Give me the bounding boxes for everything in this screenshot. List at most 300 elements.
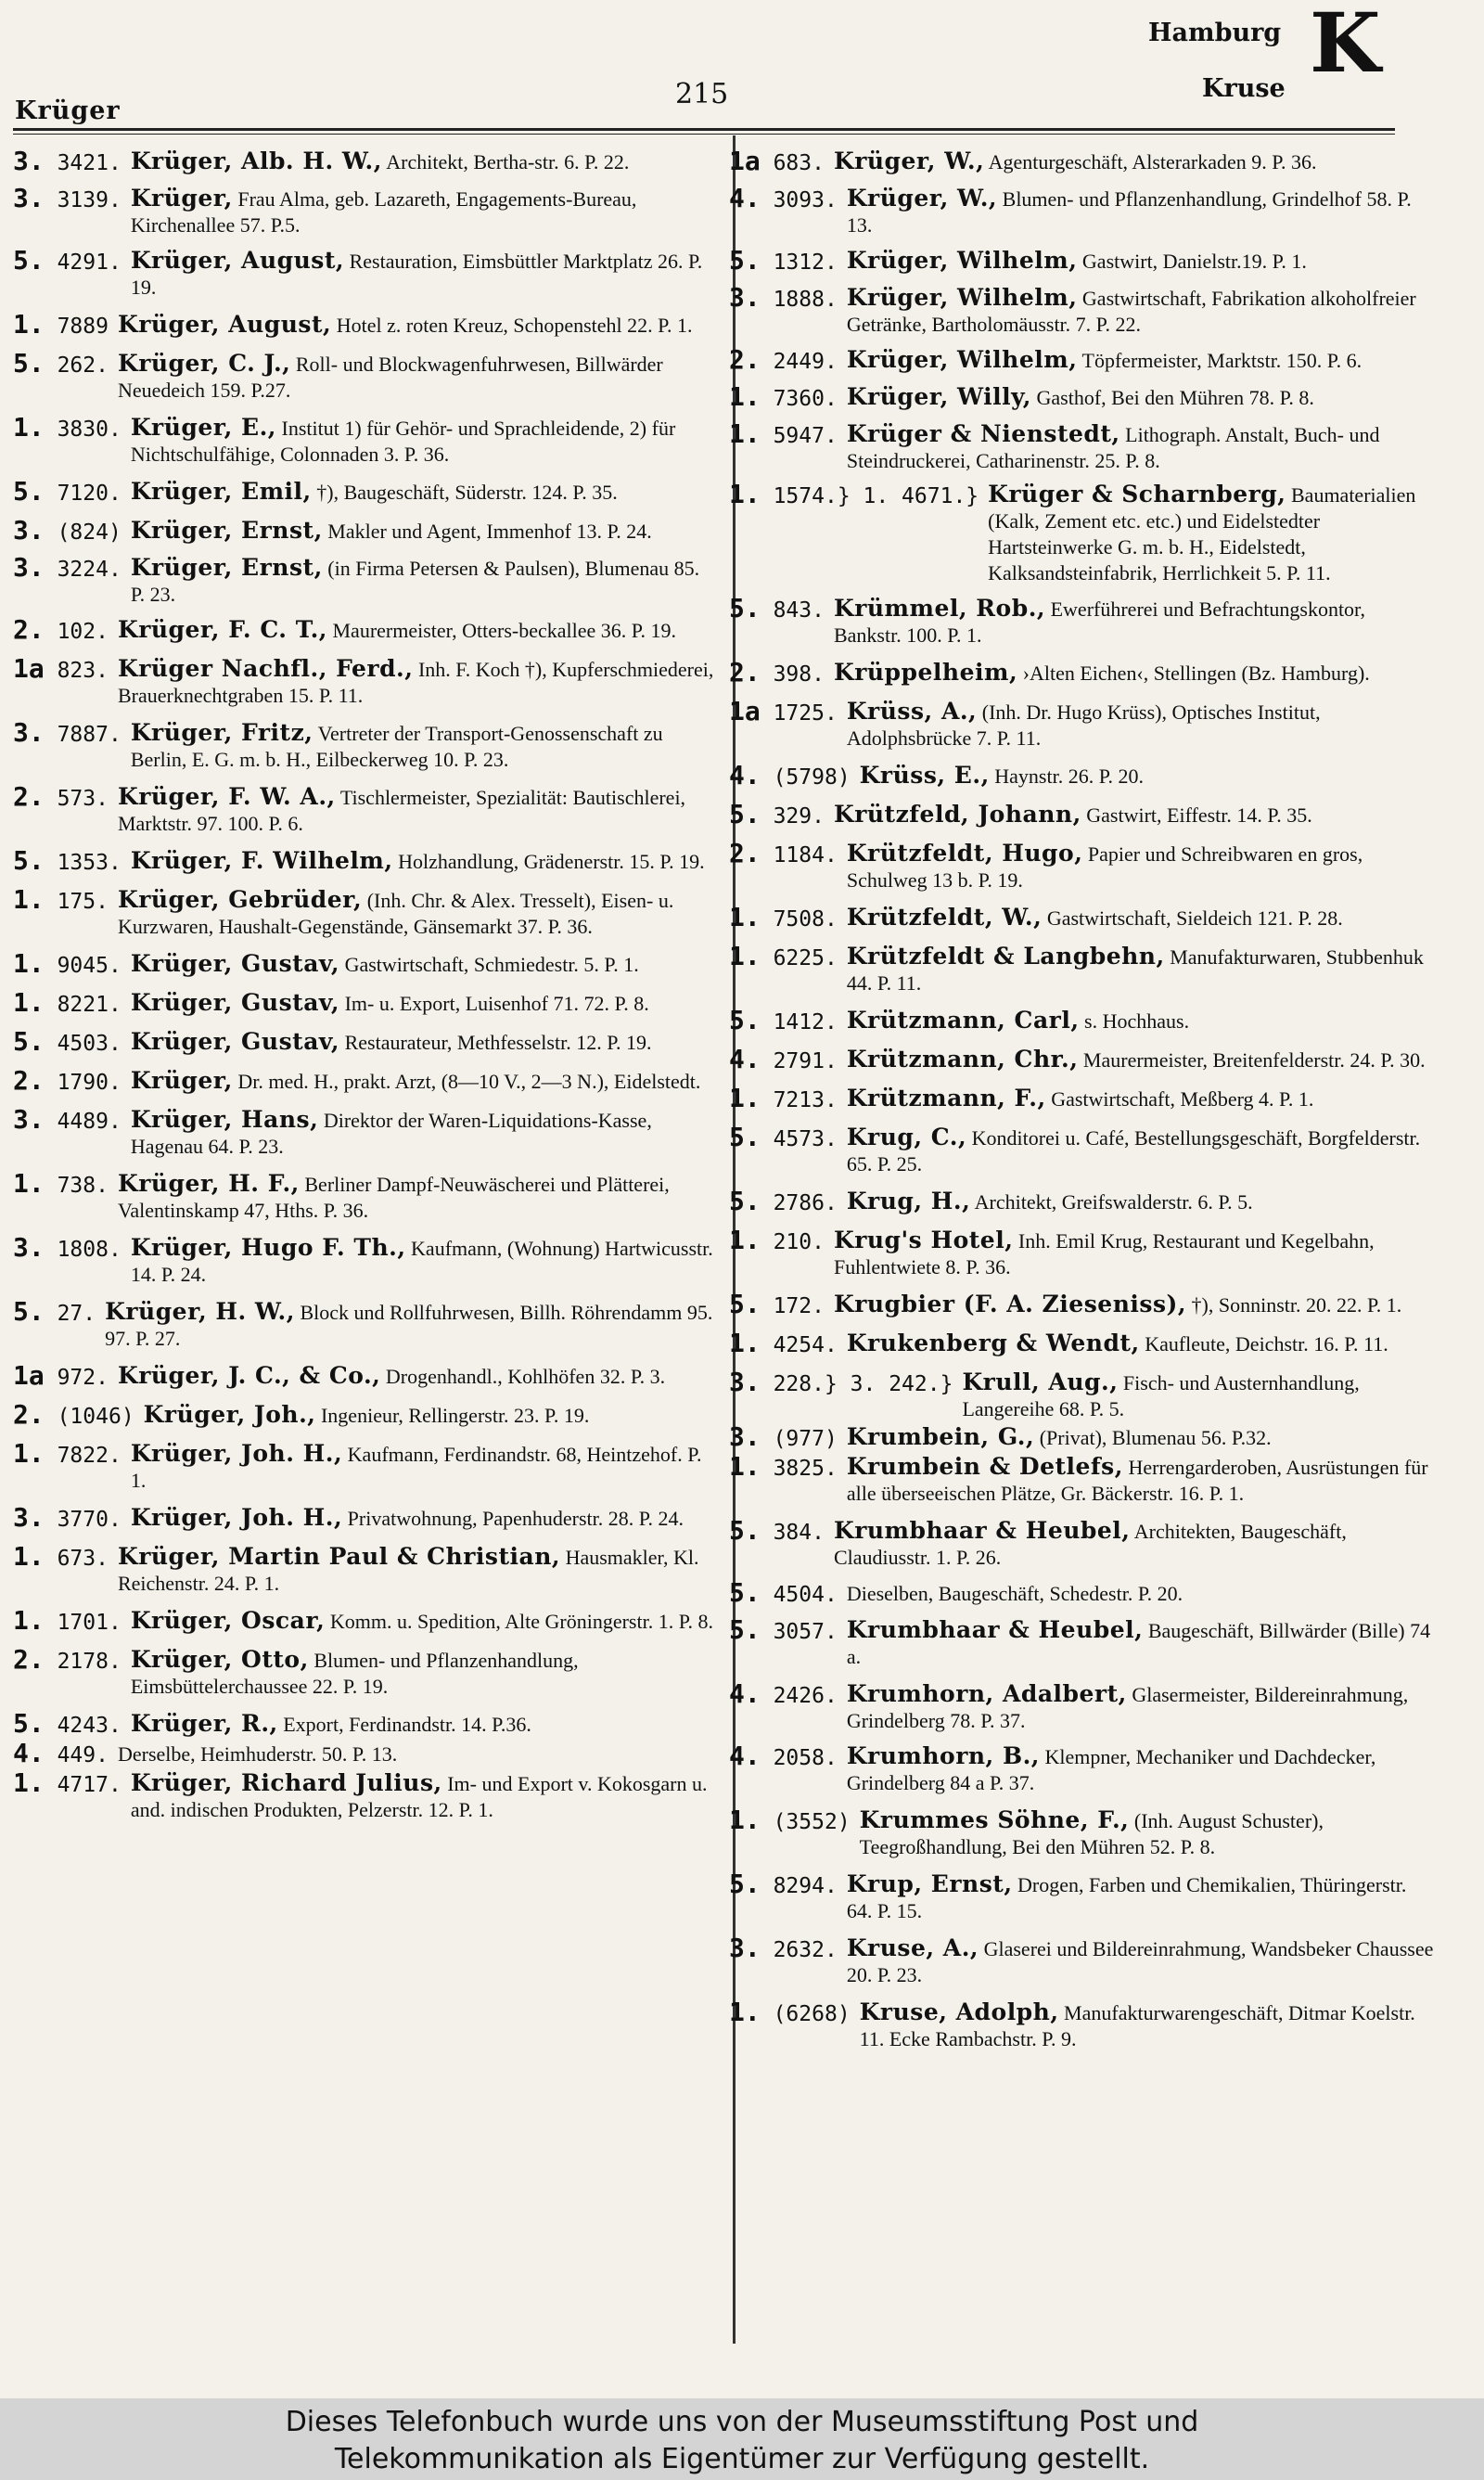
directory-entry [13, 1104, 718, 1160]
subscriber-details: Dieselben, Baugeschäft, Schedestr. P. 20. [846, 1582, 1183, 1605]
phone-number [13, 1399, 134, 1430]
line-number: 4291. [57, 251, 122, 275]
line-number: 673. [57, 1547, 109, 1571]
entry-text [825, 1227, 1434, 1280]
entry-text [109, 351, 718, 404]
entry-text [838, 186, 1434, 238]
entry-text [122, 1711, 718, 1738]
directory-entry [13, 1605, 718, 1636]
subscriber-details: Restaurateur, Methfesselstr. 12. P. 19. [339, 1031, 652, 1054]
directory-entry [729, 148, 1434, 176]
header-rule-thin [13, 134, 1395, 135]
phone-number [729, 1743, 838, 1771]
footer-line-2: Telekommunikation als Eigentümer zur Verfügung gestellt. [334, 2443, 1150, 2475]
exchange-code: 1. [729, 1997, 761, 2027]
phone-number [729, 1577, 838, 1608]
entry-text [838, 285, 1434, 338]
line-number: 210. [773, 1230, 825, 1254]
phone-number [729, 902, 838, 932]
line-number: 972. [57, 1366, 109, 1390]
exchange-code: 4. [13, 1738, 45, 1768]
exchange-code: 1. [13, 987, 45, 1018]
entry-text [122, 848, 718, 875]
exchange-code: 2. [13, 1644, 45, 1675]
directory-entry [729, 941, 1434, 996]
exchange-code: 2. [13, 1399, 45, 1430]
line-number: 27. [57, 1302, 96, 1326]
entry-text [109, 656, 718, 709]
directory-entry [13, 781, 718, 837]
entry-text [109, 1741, 718, 1767]
line-number: 398. [773, 662, 825, 687]
phone-number [729, 696, 838, 726]
line-number: 262. [57, 353, 109, 378]
phone-number [729, 148, 825, 176]
entry-text [838, 1617, 1434, 1670]
directory-entry [13, 1065, 718, 1096]
entry-text [122, 720, 718, 773]
entry-text [838, 1047, 1434, 1073]
entry-text [825, 660, 1434, 687]
phone-number [729, 1935, 838, 1963]
directory-entry [13, 476, 718, 507]
subscriber-name: Krüger, Wilhelm, [846, 346, 1078, 373]
subscriber-details: s. Hochhaus. [1079, 1009, 1190, 1033]
subscriber-name: Krüger, Richard Julius, [130, 1769, 442, 1796]
directory-entry [729, 1330, 1434, 1358]
exchange-code: 1. [13, 309, 45, 340]
entry-text [979, 482, 1434, 586]
directory-entry [729, 593, 1434, 649]
directory-entry [13, 987, 718, 1018]
line-number: 1725. [773, 701, 838, 726]
entry-text [838, 421, 1434, 474]
entry-text [825, 596, 1434, 649]
subscriber-name: Krüger, August, [117, 311, 332, 338]
subscriber-name: Krüger, Gustav, [130, 1028, 340, 1055]
exchange-code: 2. [13, 781, 45, 812]
subscriber-details: Klempner, Mechaniker und Dachdecker, Grindelberg 84 a P. 37. [846, 1745, 1376, 1794]
exchange-code: 3. [13, 717, 45, 748]
directory-entry [13, 717, 718, 773]
entry-text [122, 555, 718, 608]
subscriber-details: Tischlermeister, Spezialität: Bautischlerei, Marktstr. 97. 100. P. 6. [117, 786, 686, 835]
directory-entry [729, 1005, 1434, 1035]
entry-text [109, 1363, 718, 1390]
exchange-code: 2. [13, 614, 45, 645]
line-number: 3825. [773, 1457, 838, 1481]
exchange-code: 3. [13, 515, 45, 546]
phone-number [13, 1767, 122, 1798]
directory-entry [13, 1168, 718, 1224]
line-number: 1412. [773, 1010, 838, 1034]
subscriber-name: Krüger, F. C. T., [117, 616, 327, 643]
line-number: (977) [773, 1427, 838, 1451]
subscriber-details: Maurermeister, Otters-beckallee 36. P. 19. [327, 619, 677, 642]
entry-text [825, 1518, 1434, 1571]
exchange-code: 2. [729, 344, 761, 375]
right-column [729, 148, 1434, 2052]
subscriber-name: Krüger, Wilhelm, [846, 247, 1078, 274]
line-number: 3224. [57, 558, 122, 582]
page-number: 215 [675, 78, 729, 110]
subscriber-name: Krüger, F. W. A., [117, 783, 336, 810]
subscriber-name: Krüger, Joh., [143, 1401, 316, 1428]
subscriber-details: (Inh. Dr. Hugo Krüss), Optisches Institut, Adolphsbrücke 7. P. 11. [846, 700, 1321, 750]
exchange-code: 1a [13, 1360, 45, 1391]
exchange-code: 5. [13, 1708, 45, 1739]
phone-number [13, 614, 109, 645]
line-number: 2058. [773, 1746, 838, 1770]
phone-number [729, 657, 825, 687]
phone-number [13, 845, 122, 876]
line-number: 1353. [57, 851, 122, 875]
exchange-code: 1a [13, 653, 45, 684]
exchange-code: 4. [729, 1678, 761, 1709]
phone-number [729, 1678, 838, 1709]
subscriber-name: Krug, C., [846, 1124, 967, 1150]
subscriber-name: Krup, Ernst, [846, 1870, 1013, 1897]
subscriber-name: Krümmel, Rob., [833, 595, 1046, 622]
exchange-code: 3. [729, 1367, 761, 1397]
city-heading: Hamburg [1148, 19, 1282, 47]
phone-number [729, 1999, 851, 2027]
line-number: 4489. [57, 1110, 122, 1134]
entry-text [838, 1189, 1434, 1215]
phone-number [13, 884, 109, 915]
phone-number [13, 1168, 109, 1199]
phone-number [729, 183, 838, 213]
line-number: 7887. [57, 723, 122, 747]
phone-number [13, 183, 122, 213]
entry-text [122, 1608, 718, 1635]
left-running-head: Krüger [15, 96, 121, 125]
subscriber-name: Krüger, Willy, [846, 383, 1032, 410]
directory-entry [729, 696, 1434, 752]
entry-text [122, 1235, 718, 1288]
phone-number [13, 1296, 96, 1327]
subscriber-details: Architekt, Bertha-str. 6. P. 22. [381, 150, 630, 173]
line-number: 3139. [57, 188, 122, 212]
exchange-code: 5. [13, 1296, 45, 1327]
exchange-code: 2. [13, 1065, 45, 1096]
line-number: 843. [773, 598, 825, 623]
exchange-code: 4. [729, 183, 761, 213]
subscriber-details: (Inh. Chr. & Alex. Tresselt), Eisen- u. Kurzwaren, Haushalt-Gegenstände, Gänsemarkt 37. P. 36. [117, 889, 674, 938]
subscriber-details: Maurermeister, Breitenfelderstr. 24. P. 30. [1078, 1048, 1426, 1072]
subscriber-name: Krüger, Gebrüder, [117, 886, 363, 913]
line-number: 7213. [773, 1088, 838, 1112]
line-number: 2632. [773, 1938, 838, 1962]
subscriber-details: Gastwirt, Danielstr.19. P. 1. [1077, 250, 1307, 273]
exchange-code: 2. [729, 838, 761, 868]
exchange-code: 1. [729, 902, 761, 932]
phone-number [729, 1005, 838, 1035]
subscriber-details: Agenturgeschäft, Alsterarkaden 9. P. 36. [984, 150, 1317, 173]
subscriber-name: Krüger, F. Wilhelm, [130, 847, 393, 874]
subscriber-name: Krumbein, G., [846, 1423, 1035, 1450]
exchange-code: 5. [729, 593, 761, 623]
subscriber-details: Gastwirtschaft, Sieldeich 121. P. 28. [1042, 906, 1343, 930]
line-number: 102. [57, 620, 109, 644]
subscriber-details: Papier und Schreibwaren en gros, Schulweg 13 b. P. 19. [846, 842, 1363, 892]
entry-text [109, 887, 718, 940]
subscriber-details: Blumen- und Pflanzenhandlung, Eimsbüttelerchaussee 22. P. 19. [130, 1649, 579, 1698]
directory-entry [729, 381, 1434, 412]
subscriber-details: Manufakturwaren, Stubbenhuk 44. P. 11. [846, 945, 1424, 995]
subscriber-details: Herrengarderoben, Ausrüstungen für alle überseeischen Plätze, Gr. Bäckerstr. 16. P. 1. [846, 1456, 1428, 1505]
line-number: 1790. [57, 1071, 122, 1095]
subscriber-details: Institut 1) für Gehör- und Sprachleidende, 2) für Nichtschulfähige, Colonnaden 3. P. 36. [130, 417, 676, 466]
exchange-code: 4. [729, 1741, 761, 1771]
entry-text [838, 905, 1434, 932]
phone-number [729, 418, 838, 449]
directory-entry [729, 1227, 1434, 1280]
subscriber-name: Krützmann, F., [846, 1085, 1046, 1112]
phone-number [13, 1502, 122, 1533]
phone-number [729, 1614, 838, 1645]
subscriber-details: Gastwirtschaft, Schmiedestr. 5. P. 1. [339, 953, 639, 976]
entry-text [838, 841, 1434, 893]
directory-entry [13, 1738, 718, 1768]
entry-text [122, 990, 718, 1017]
phone-number [13, 1065, 122, 1096]
directory-entry [729, 344, 1434, 375]
subscriber-details: Kaufmann, (Wohnung) Hartwicusstr. 14. P. 24. [130, 1237, 713, 1286]
entry-text [851, 1999, 1434, 2052]
directory-entry [729, 1678, 1434, 1734]
directory-entry [13, 1767, 718, 1823]
subscriber-name: Krüger, [130, 1067, 233, 1094]
line-number: 2178. [57, 1650, 122, 1674]
subscriber-details: Drogen, Farben und Chemikalien, Thüringerstr. 64. P. 15. [846, 1873, 1407, 1922]
phone-number [729, 1124, 838, 1152]
subscriber-name: Krumbhaar & Heubel, [833, 1517, 1131, 1544]
exchange-code: 5. [729, 1614, 761, 1645]
phone-number [13, 1738, 109, 1768]
subscriber-details: Im- und Export v. Kokosgarn u. and. indischen Produkten, Pelzerstr. 12. P. 1. [130, 1772, 708, 1821]
phone-number [729, 1871, 838, 1899]
entry-text [851, 1807, 1434, 1860]
line-number: 4717. [57, 1773, 122, 1797]
entry-text [838, 1424, 1434, 1451]
exchange-code: 1. [729, 1225, 761, 1255]
directory-entry [729, 1935, 1434, 1988]
exchange-code: 5. [13, 476, 45, 507]
entry-text [838, 1681, 1434, 1734]
subscriber-name: Krug's Hotel, [833, 1227, 1014, 1253]
exchange-code: 1. [729, 1328, 761, 1358]
directory-entry [13, 1026, 718, 1057]
subscriber-details: Vertreter der Transport-Genossenschaft zu Berlin, E. G. m. b. H., Eilbeckerweg 10. P. 23. [130, 722, 663, 771]
directory-entry [13, 552, 718, 608]
entry-text [122, 951, 718, 978]
phone-number [13, 1438, 122, 1469]
phone-number [13, 1644, 122, 1675]
exchange-code: 1. [729, 479, 761, 509]
line-number: 4573. [773, 1127, 838, 1151]
subscriber-name: Krumbhaar & Heubel, [846, 1616, 1144, 1643]
entry-text [134, 1402, 718, 1429]
exchange-code: 5. [13, 845, 45, 876]
exchange-code: 1. [13, 412, 45, 443]
exchange-code: 1. [13, 884, 45, 915]
directory-entry [13, 1708, 718, 1739]
subscriber-details: Dr. med. H., prakt. Arzt, (8—10 V., 2—3 N.), Eidelstedt. [232, 1070, 701, 1093]
subscriber-name: Krüger, Joh. H., [130, 1440, 343, 1467]
subscriber-name: Krüger, Joh. H., [130, 1504, 343, 1531]
subscriber-details: Inh. Emil Krug, Restaurant und Kegelbahn, Fuhlentwiete 8. P. 36. [833, 1229, 1375, 1279]
subscriber-name: Krützfeldt & Langbehn, [846, 943, 1165, 970]
line-number: 228.} 3. 242.} [773, 1372, 953, 1396]
entry-text [838, 1124, 1434, 1177]
subscriber-name: Krüger, H. F., [117, 1170, 300, 1197]
subscriber-details: Glasermeister, Bildereinrahmung, Grindelberg 78. P. 37. [846, 1683, 1409, 1732]
line-number: 1808. [57, 1238, 122, 1262]
subscriber-name: Krüger, August, [130, 247, 345, 274]
directory-entry [729, 1291, 1434, 1319]
exchange-code: 5. [13, 348, 45, 379]
subscriber-name: Krützfeldt, W., [846, 904, 1043, 931]
subscriber-details: Komm. u. Spedition, Alte Gröningerstr. 1. P. 8. [325, 1610, 714, 1633]
subscriber-name: Krüger Nachfl., Ferd., [117, 655, 414, 682]
entry-text [838, 1743, 1434, 1796]
exchange-code: 1. [13, 1605, 45, 1636]
subscriber-name: Krumbein & Detlefs, [846, 1453, 1123, 1480]
phone-number [729, 282, 838, 313]
directory-entry [729, 1186, 1434, 1216]
phone-number [13, 476, 122, 507]
phone-number [729, 1044, 838, 1074]
directory-entry [13, 412, 718, 468]
directory-entry [13, 1360, 718, 1391]
line-number: 7120. [57, 482, 122, 506]
exchange-code: 5. [13, 245, 45, 276]
phone-number [729, 1515, 825, 1546]
line-number: (3552) [773, 1810, 851, 1834]
entry-text [122, 1107, 718, 1160]
subscriber-details: †), Sonninstr. 20. 22. P. 1. [1186, 1293, 1402, 1317]
directory-entry [729, 245, 1434, 276]
directory-entry [729, 799, 1434, 829]
exchange-code: 4. [729, 760, 761, 790]
phone-number [729, 1807, 851, 1835]
phone-number [13, 781, 109, 812]
entry-text [122, 1029, 718, 1056]
exchange-code: 1a [729, 146, 761, 176]
phone-number [729, 344, 838, 375]
entry-text [838, 1086, 1434, 1112]
line-number: 8294. [773, 1874, 838, 1898]
directory-entry [729, 1999, 1434, 2052]
directory-entry [729, 1743, 1434, 1796]
phone-number [13, 1026, 122, 1057]
subscriber-name: Krüppelheim, [833, 659, 1018, 686]
exchange-code: 5. [729, 1186, 761, 1216]
directory-entry [13, 348, 718, 404]
subscriber-details: Drogenhandl., Kohlhöfen 32. P. 3. [380, 1365, 666, 1388]
phone-number [729, 479, 979, 509]
line-number: 6225. [773, 946, 838, 970]
entry-text [838, 1454, 1434, 1507]
line-number: 3770. [57, 1508, 122, 1532]
subscriber-details: Gastwirt, Eiffestr. 14. P. 35. [1081, 803, 1312, 827]
phone-number [729, 593, 825, 623]
subscriber-name: Krüger & Nienstedt, [846, 420, 1120, 447]
exchange-code: 5. [729, 1577, 761, 1608]
line-number: 172. [773, 1294, 825, 1318]
subscriber-details: (Privat), Blumenau 56. P.32. [1034, 1426, 1272, 1449]
phone-number [729, 1186, 838, 1216]
exchange-code: 5. [729, 1869, 761, 1899]
phone-number [13, 309, 109, 340]
exchange-code: 1. [729, 1805, 761, 1835]
line-number: 8221. [57, 993, 122, 1017]
subscriber-details: ›Alten Eichen‹, Stellingen (Bz. Hamburg). [1017, 662, 1370, 685]
line-number: 2791. [773, 1049, 838, 1073]
phone-number [13, 1360, 109, 1391]
entry-text [838, 1008, 1434, 1034]
line-number: 4504. [773, 1583, 838, 1607]
line-number: 683. [773, 151, 825, 175]
exchange-code: 1. [13, 1541, 45, 1572]
subscriber-name: Krugbier (F. A. Zieseniss), [833, 1291, 1187, 1317]
subscriber-details: Export, Ferdinandstr. 14. P.36. [277, 1713, 531, 1736]
line-number: 823. [57, 659, 109, 683]
subscriber-name: Krüger, [130, 185, 233, 212]
directory-entry [729, 418, 1434, 474]
subscriber-name: Krüger, E., [130, 414, 277, 441]
exchange-code: 1. [729, 1083, 761, 1113]
entry-text [109, 617, 718, 644]
subscriber-details: Fisch- und Austernhandlung, Langereihe 68. P. 5. [962, 1371, 1360, 1420]
directory-entry [13, 948, 718, 979]
directory-entry [13, 614, 718, 645]
entry-text [838, 1580, 1434, 1607]
line-number: 3057. [773, 1620, 838, 1644]
line-number: 9045. [57, 954, 122, 978]
directory-entry [729, 838, 1434, 893]
subscriber-details: Im- u. Export, Luisenhof 71. 72. P. 8. [339, 992, 649, 1015]
section-letter: K [1310, 0, 1381, 91]
subscriber-name: Krüger, Hugo F. Th., [130, 1234, 406, 1261]
subscriber-name: Krüger, C. J., [117, 350, 291, 377]
exchange-code: 1. [13, 1168, 45, 1199]
subscriber-details: (Inh. August Schuster), Teegroßhandlung, Bei den Mühren 52. P. 8. [859, 1809, 1324, 1858]
phone-number [13, 1708, 122, 1739]
phone-number [13, 552, 122, 583]
line-number: 1888. [773, 288, 838, 312]
line-number: 3830. [57, 418, 122, 442]
directory-entry [729, 282, 1434, 338]
subscriber-name: Krüger, W., [846, 185, 998, 212]
line-number: 7889 [57, 315, 109, 339]
subscriber-name: Krüger, Gustav, [130, 950, 340, 977]
entry-text [838, 1330, 1434, 1357]
header-rule [13, 128, 1395, 131]
entry-text [825, 148, 1434, 175]
line-number: (824) [57, 520, 122, 545]
entry-text [122, 186, 718, 238]
exchange-code: 3. [13, 552, 45, 583]
directory-entry [13, 1296, 718, 1352]
right-running-head: Kruse [1202, 74, 1286, 103]
subscriber-name: Krüger, Ernst, [130, 554, 323, 581]
subscriber-name: Krüger, Alb. H. W., [130, 148, 382, 174]
entry-text [122, 1068, 718, 1095]
subscriber-name: Krüger, Martin Paul & Christian, [117, 1543, 561, 1570]
entry-text [953, 1369, 1434, 1422]
